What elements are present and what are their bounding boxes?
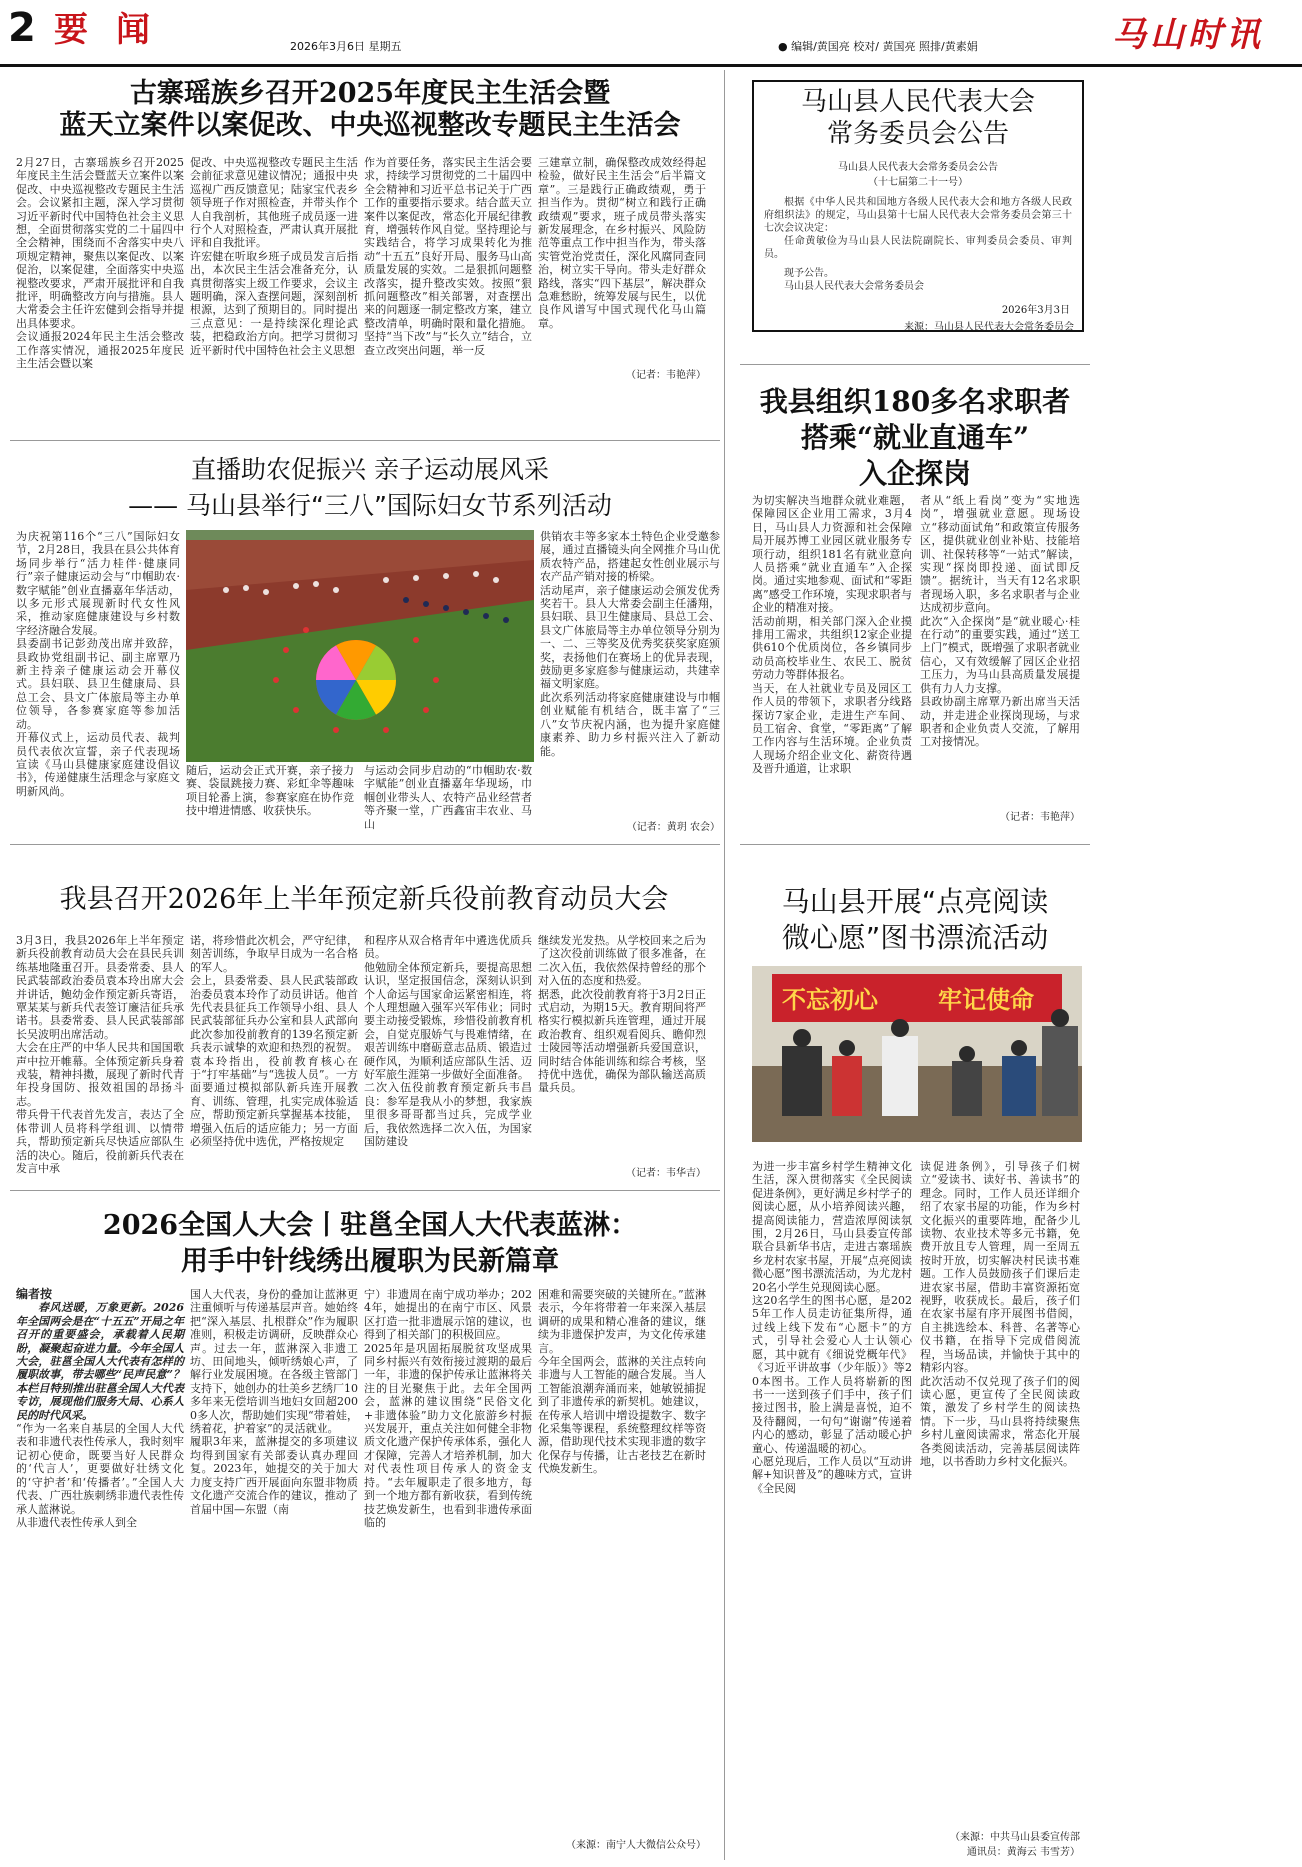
notice-issuer: 马山县人民代表大会常务委员会公告 xyxy=(838,162,998,173)
section-divider-3 xyxy=(10,1190,720,1191)
reading-activity-photo xyxy=(752,966,1082,1142)
article-lan-col2: 国人大代表，身份的叠加让蓝淋更注重倾听与传递基层声音。她始终把“深入基层、扎根群众”作为履职准则，积极走访调研，反映群众心声。过去一年，蓝淋深入非遗工坊、田间地头，倾听绣娘心声，了解行业发展困境。在各级主管部门支持下，她创办的壮美乡艺绣厂10多年来无偿培训当地妇女回超2000多人次，帮助她们实现“带着娃，绣着花，护着家”的灵活就业。 履职3年来，蓝淋提交的多项建议均得到国家有关部委认真办理回复。2023年，她提交的关于加大力度支持广西开展面向东盟非物质文化遗产交流合作的建议，推动了首届中国—东盟（南 xyxy=(190,1288,358,1516)
notice-source: 来源：马山县人民代表大会常务委员会 xyxy=(904,322,1074,333)
article-read-source-line1: （来源：中共马山县委宣传部 xyxy=(950,1832,1080,1843)
photo-banner-left: 不忘初心 xyxy=(782,985,878,1014)
article-gz-col1: 2月27日，古寨瑶族乡召开2025年度民主生活会暨蓝天立案件以案促改、中央巡视整改专题民主生活会。会议紧扣主题，深入学习贯彻习近平新时代中国特色社会主义思想，全面贯彻落实党的二十届四中全会精神，围绕而不舍落实中央八项规定精神，聚焦以案促改、以案促治，以案促建，全面落实中央巡视整改要求，严肃开展批评和自我批评，明确整改方向与措施。县人大常委会主任许宏健到会指导并提出具体要求。 会议通报2024年民主生活会整改工作落实情况，通报2025年度民主生活会暨以案 xyxy=(16,156,184,371)
article-army-col2: 诺，将珍惜此次机会，严守纪律，刻苦训练，争取早日成为一名合格的军人。 会上，县委常委、县人民武装部政治委员袁本玲作了动员讲话。他首先代表县征兵工作领导小组、县人民武装部征兵办公室和县人武部向此次参加役前教育的139名预定新兵表示诚挚的欢迎和热烈的祝贺。袁本玲指出，役前教育核心在于“打牢基础”与“选拔人员”。一方面要通过模拟部队新兵连开展教育、训练、管理，扎实完成体验适应，帮助预定新兵掌握基本技能，增强入伍后的适应能力；另一方面必须坚持优中选优，严格按规定 xyxy=(190,934,358,1149)
article-army-col1: 3月3日，我县2026年上半年预定新兵役前教育动员大会在县民兵训练基地隆重召开。县委常委、县人民武装部政治委员袁本玲出席大会并讲话，鲍幼金作预定新兵寄语，覃某某与新兵代表签订廉洁征兵承诺书。县委常委、县人民武装部部长吴波明出席活动。 大会在庄严的中华人民共和国国歌声中拉开帷幕。全体预定新兵身着戎装，精神抖擞，展现了新时代青年投身国防、报效祖国的昂扬斗志。 带兵骨干代表首先发言，表达了全体带训人员将科学组训、以情带兵，帮助预定新兵尽快适应部队生活的决心。随后，役前新兵代表在发言中承 xyxy=(16,934,184,1175)
article-lan-col4: 困难和需要突破的关键所在。”蓝淋表示，今年将带着一年来深入基层调研的成果和精心准备的建议，继续为非遗保护发声，为文化传承建言。 今年全国两会，蓝淋的关注点转向非遗与人工智能的融合发展。当人工智能浪潮奔涌而来，她敏锐捕捉到了非遗传承的新契机。她建议，在传承人培训中增设提数字、数字化采集等课程，系统整理纹样等资源，借助现代技术实现非遗的数字化保存与传播，让古老技艺在新时代焕发新生。 xyxy=(538,1288,706,1476)
sports-field-photo xyxy=(186,530,534,762)
notice-para2: 任命黄敏俭为马山县人民法院副院长、审判委员会委员、审判员。 xyxy=(764,236,1072,260)
section-divider-1 xyxy=(10,440,720,441)
article-gz-title xyxy=(20,78,720,142)
article-gz-source: （记者：韦艳萍） xyxy=(626,370,706,381)
article-read-source xyxy=(920,1828,1080,1858)
article-women-col3: 与运动会同步启动的“巾帼助农·数字赋能”创业直播嘉年华现场，巾帼创业带头人、农特产品业经营者等齐聚一堂，广西鑫宙丰农业、马山 xyxy=(364,764,532,831)
section-divider-right-1 xyxy=(740,364,1090,365)
article-women-source: （记者：黄玥 农会） xyxy=(626,822,720,833)
article-read-col1: 为进一步丰富乡村学生精神文化生活，深入贯彻落实《全民阅读促进条例》，更好满足乡村学子的阅读心愿，从小培养阅读兴趣，提高阅读能力，营造浓厚阅读氛围，2月26日，马山县委宣传部联合县新华书店，走进古寨瑶族乡龙村农家书屋，开展“点亮阅读微心愿”图书漂流活动，为尤龙村20名小学生兑现阅读心愿。 这20名学生的图书心愿，是2025年工作人员走访征集所得，通过线上线下发布“心愿卡”的方式，引导社会爱心人士认领心愿，其中就有《细说党概年代》《习近平讲故事（少年版）》等20本图书。工作人员将崭新的图书一一送到孩子们手中，孩子们接过图书，脸上满是喜悦，迫不及待翻阅，一句句“谢谢”传递着内心的感动，彰显了活动暖心护童心、传递温暖的初心。 心愿兑现后，工作人员以“互动讲解+知识普及”的趣味方式，宣讲《全民阅 xyxy=(752,1160,912,1495)
article-army-col4: 继续发光发热。从学校回来之后为了这次役前训练做了很多准备，在二次入伍，我依然保持曾经的那个对入伍的态度和热爱。 据悉，此次役前教育将于3月2日正式启动，为期15天。教育期间将严格实行模拟新兵连管理，通过开展政治教育、组织观看阅兵、瞻仰烈士陵园等活动增强新兵爱国意识，同时结合体能训练和综合考核，坚持优中选优，确保为部队输送高质量兵员。 xyxy=(538,934,706,1095)
masthead-logo: 马山时讯 xyxy=(1112,15,1264,55)
article-army-source: （记者：韦华吉） xyxy=(626,1168,706,1179)
article-lan-editor-note xyxy=(16,1288,184,1529)
article-army-title: 我县召开2026年上半年预定新兵役前教育动员大会 xyxy=(59,884,669,915)
section-divider-2 xyxy=(10,844,720,845)
article-gz-col2: 促改、中央巡视整改专题民主生活会前征求意见建议情况；通报中央巡视广西反馈意见；陆家宝代表乡领导班子作对照检查，并带头作个人自我剖析，其他班子成员逐一进行个人对照检查，严肃认真开展批评和自我批评。 许宏健在听取乡班子成员发言后指出，本次民主生活会准备充分，认真贯彻落实上级工作要求，会议主题明确，深入查摆问题，深刻剖析根源，达到了预期目的。同时提出三点意见：一是持续深化理论武装，把稳政治方向。把学习贯彻习近平新时代中国特色社会主义思想 xyxy=(190,156,358,357)
section-divider-right-2 xyxy=(740,844,1090,845)
editor-note-label: 编者按 xyxy=(16,1287,53,1301)
notice-box xyxy=(752,80,1084,332)
notice-para4: 马山县人民代表大会常务委员会 xyxy=(784,281,924,292)
article-women-col2: 随后，运动会正式开赛，亲子接力赛、袋鼠跳接力赛、彩虹伞等趣味项目轮番上演，参赛家庭在协作竞技中增进情感、收获快乐。 xyxy=(186,764,354,818)
article-army-col3: 和程序从双合格青年中遴选优质兵员。 他勉励全体预定新兵，要提高思想认识，坚定报国信念，深刻认识到个人命运与国家命运紧密相连，将个人理想融入强军兴军伟业；同时要主动接受锻炼，珍惜役前教育机会，自觉克服娇气与畏难情绪，在艰苦训练中磨砺意志品质、锻造过硬作风，为顺利适应部队生活、迈好军旅生涯第一步做好全面准备。 二次入伍役前教育预定新兵韦昌良：参军是我从小的梦想，我家族里很多哥哥都当过兵，完成学业后，我依然选择二次入伍，为国家国防建设 xyxy=(364,934,532,1149)
article-lan-title xyxy=(20,1208,720,1280)
header-rule xyxy=(0,64,1302,67)
sports-field-illustration xyxy=(186,530,534,762)
article-jobs-col2: 者从“纸上看岗”变为“实地选岗”，增强就业意愿。现场设立“移动面试角”和政策宣传服务区，提供就业创业补贴、技能培训、社保转移等“一站式”解读，实现“探岗即投递、面试即反馈”。据统计，当天有12名求职者现场入职，多名求职者与企业达成初步意向。 此次“入企探岗”是“就业暖心·桂在行动”的重要实践，通过“送工上门”模式，既增强了求职者就业信心，又有效缓解了园区企业招工压力，为马山县高质量发展提供有力人力支撑。 县政协副主席覃乃新出席当天活动，并走进企业探岗现场，与求职者和企业负责人交流，了解用工对接情况。 xyxy=(920,494,1080,749)
page-number: 2 xyxy=(8,5,36,51)
column-divider xyxy=(724,70,725,1860)
article-read-col2: 读促进条例》，引导孩子们树立“爱读书、读好书、善读书”的理念。同时，工作人员还详细介绍了农家书屋的功能，作为乡村文化振兴的重要阵地，配备少儿读物、农业技术等多元书籍，免费开放且专人管理，周一至周五按时开放，切实解决村民读书难题。工作人员鼓励孩子们课后走进农家书屋，借助丰富资源拓宽视野，收获成长。最后，孩子们在农家书屋有序开展图书借阅，自主挑选绘本、科普、名著等心仪书籍，在指导下完成借阅流程，当场品读，并愉快于其中的精彩内容。 此次活动不仅兑现了孩子们的阅读心愿，更宣传了全民阅读政策，激发了乡村学生的阅读热情。下一步，马山县将持续聚焦乡村儿童阅读需求，常态化开展各类阅读活动，完善基层阅读阵地，以书香助力乡村文化振兴。 xyxy=(920,1160,1080,1468)
article-jobs-title-line2: 搭乘“就业直通车” xyxy=(800,421,1030,454)
article-jobs-title-line3: 入企探岗 xyxy=(858,457,971,490)
article-women-title-line1: 直播助农促振兴 亲子运动展风采 xyxy=(191,455,549,484)
article-lan-title-line2: 用手中针线绣出履职为民新篇章 xyxy=(181,1246,559,1277)
article-lan-title-line1: 2026全国人大会丨驻邕全国人大代表蓝淋： xyxy=(102,1210,638,1241)
notice-title-line2: 常务委员会公告 xyxy=(826,119,1009,149)
article-read-source-line2: 通讯员：黄海云 韦雪芳） xyxy=(966,1847,1080,1858)
section-title: 要闻 xyxy=(54,10,178,50)
article-gz-col4: 三建章立制，确保整改成效经得起检验，做好民主生活会“后半篇文章”。三是践行正确政绩观，勇于担当作为。贯彻“树立和践行正确政绩观”要求，班子成员带头落实新发展理念，在乡村振兴、风险防范等重点工作中担当作为，带头落实管党治党责任，深化风腐同查同治，树立实干导向。带头走好群众路线，落实“四下基层”，解决群众急难愁盼，统筹发展与民生，以优良作风谱写中国式现代化马山篇章。 xyxy=(538,156,706,330)
article-jobs-title xyxy=(740,384,1090,492)
photo-banner-right: 牢记使命 xyxy=(938,985,1034,1014)
article-lan-source: （来源：南宁人大微信公众号） xyxy=(566,1840,706,1851)
article-gz-title-line1: 古寨瑶族乡召开2025年度民主生活会暨 xyxy=(129,78,611,109)
notice-date: 2026年3月3日 xyxy=(1001,305,1070,316)
article-women-title-line2: —— 马山县举行“三八”国际妇女节系列活动 xyxy=(128,491,612,520)
article-read-title xyxy=(740,884,1090,956)
notice-para3: 现予公告。 xyxy=(784,268,834,279)
article-read-title-line2: 微心愿”图书漂流活动 xyxy=(781,921,1049,954)
notice-number: （十七届第二十一号） xyxy=(868,177,968,188)
article-women-col4: 供销农丰等多家本土特色企业受邀参展，通过直播镜头向全网推介马山优质农特产品，搭建起女性创业展示与农产品产销对接的桥梁。 活动尾声，亲子健康运动会颁发优秀奖若干。县人大常委会副主任潘翔，县妇联、县卫生健康局、县总工会、县文广体旅局等主办单位领导分别为一、二、三等奖及优秀奖获奖家庭颁奖，表扬他们在赛场上的优异表现，鼓励更多家庭参与健康运动，共建幸福文明家庭。 此次系列活动将家庭健康建设与巾帼创业赋能有机结合，既丰富了“三八”女节庆祝内涵，也为提升家庭健康素养、助力乡村振兴注入了新动能。 xyxy=(540,530,720,758)
article-women-col1: 为庆祝第116个“三八”国际妇女节，2月28日，我县在县公共体育场同步举行“活力桂伴·健康同行”亲子健康运动会与“巾帼助农·数字赋能”创业直播嘉年华活动，以多元形式展现新时代女性风采，推动家庭健康建设与乡村数字经济融合发展。 县委副书记彭劲茂出席并致辞，县政协党组副书记、副主席覃乃新主持亲子健康运动会开幕仪式。县妇联、县卫生健康局、县总工会、县文广体旅局等主办单位领导，各参赛家庭等参加活动。 开幕仪式上，运动员代表、裁判员代表依次宣誓，亲子代表现场宣读《马山县健康家庭建设倡议书》，传递健康生活理念与家庭文明新风尚。 xyxy=(16,530,180,798)
editor-note-text: 春风送暖，万象更新。2026年全国两会是在“十五五”开局之年召开的重要盛会，承载着人民期盼，凝聚起奋进力量。今年全国人大会，驻邕全国人大代表有怎样的履职故事，带去哪些“民声民意”？本栏目特别推出驻邕全国人大代表专访，展现他们服务大局、心系人民的时代风采。 xyxy=(16,1301,184,1422)
article-lan-col3: 宁）非遗周在南宁成功举办；2024年，她提出的在南宁市区、风景区打造一批非遗展示馆的建议，也得到了相关部门的积极回应。 2025年是巩固拓展脱贫攻坚成果同乡村振兴有效衔接过渡期的最后一年，非遗的保护传承让蓝淋将关注的目光聚焦于此。去年全国两会，蓝淋的建议围绕“民俗文化+非遗体验”助力文化旅游乡村振兴发展开，重点关注如何健全非物质文化遗产保护传承体系，强化人才保障，完善人才培养机制，加大对代表性项目传承人的资金支持。“去年履职走了很多地方，每到一个地方都有新收获，看到传统技艺焕发新生，也看到非遗传承面临的 xyxy=(364,1288,532,1529)
article-gz-col3: 作为首要任务，落实民主生活会要求，持续学习贯彻党的二十届四中全会精神和习近平总书记关于广西工作的重要指示要求。结合蓝天立案件以案促改，常态化开展纪律教育，增强转作风自觉。坚持理论与实践结合，将学习成果转化为推动“十五五”良好开局、服务马山高质量发展的实效。二是狠抓问题整改落实，提升整改实效。按照“狠抓问题整改”相关部署，对查摆出来的问题逐一制定整改方案，建立整改清单，明确时限和量化措施。坚持“当下改”与“长久立”结合，立查立改突出问题，举一反 xyxy=(364,156,532,357)
article-jobs-title-line1: 我县组织180多名求职者 xyxy=(759,385,1071,418)
notice-title-line1: 马山县人民代表大会 xyxy=(800,87,1035,117)
editor-credits: ● 编辑/黄国亮 校对/ 黄国亮 照排/黄素娟 xyxy=(778,40,978,53)
article-gz-title-line2: 蓝天立案件以案促改、中央巡视整改专题民主生活会 xyxy=(59,109,681,141)
issue-date: 2026年3月6日 星期五 xyxy=(290,40,402,53)
article-jobs-col1: 为切实解决当地群众就业难题，保障园区企业用工需求，3月4日，马山县人力资源和社会保障局开展苏博工业园区就业服务专项行动，组织181名有就业意向人员搭乘“就业直通车”入企探岗。通过实地参观、面试和“零距离”感受工作环境，实现求职者与企业的精准对接。 活动前期，相关部门深入企业摸排用工需求，共组织12家企业提供610个优质岗位，各乡镇同步动员高校毕业生、农民工、脱贫劳动力等群体报名。 当天，在人社就业专员及园区工作人员的带领下，求职者分线路探访7家企业，走进生产车间、员工宿舍、食堂，“零距离”了解工作内容与生活环境。企业负责人现场介绍企业文化、薪资待遇及晋升通道，让求职 xyxy=(752,494,912,776)
notice-para1: 根据《中华人民共和国地方各级人民代表大会和地方各级人民政府组织法》的规定，马山县第十七届人民代表大会常务委员会第三十七次会议决定： xyxy=(764,197,1072,234)
article-women-title xyxy=(20,452,720,524)
article-lan-col1: “作为一名来自基层的全国人大代表和非遗代表性传承人，我时刻牢记初心使命，既要当好人民群众的‘代言人’，更要做好壮绣文化的‘守护者’和‘传播者’。”全国人大代表、广西壮族刺绣非遗代表性传承人蓝淋说。 从非遗代表性传承人到全 xyxy=(16,1422,184,1529)
article-read-title-line1: 马山县开展“点亮阅读 xyxy=(781,885,1049,918)
article-jobs-source: （记者：韦艳萍） xyxy=(1000,812,1080,823)
